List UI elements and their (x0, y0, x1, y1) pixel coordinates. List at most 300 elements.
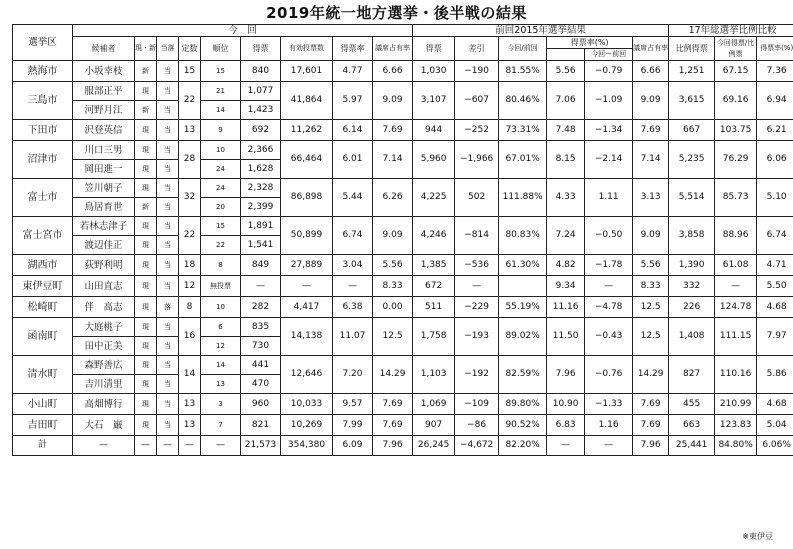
ps-cell: 7.96 (547, 356, 585, 394)
seatshare-cell: 7.69 (373, 120, 413, 141)
pss-cell: 12.5 (633, 318, 669, 356)
ps-cell: 7.06 (547, 82, 585, 120)
pd-cell: −0.76 (585, 356, 633, 394)
valid-cell: 66,464 (281, 141, 333, 179)
municipality-cell: 東伊豆町 (13, 276, 73, 297)
rv-cell: 226 (669, 297, 715, 318)
seatshare-cell: 14.29 (373, 356, 413, 394)
rs-cell: 7.97 (757, 318, 793, 356)
valid-header: 有効投票数 (281, 37, 333, 61)
votes-cell: 2,366 (241, 141, 281, 160)
result-cell: 当 (157, 318, 179, 337)
rank-cell: 24 (201, 160, 241, 179)
result-header: 当落 (157, 37, 179, 61)
seats-cell: 16 (179, 318, 201, 356)
pd-cell: −1.34 (585, 120, 633, 141)
votes-cell: 2,328 (241, 179, 281, 198)
pd-cell: −0.43 (585, 318, 633, 356)
rank-cell: 24 (201, 179, 241, 198)
total-pss-cell: 7.96 (633, 436, 669, 456)
seatshare-cell: 8.33 (373, 276, 413, 297)
seats-cell: 14 (179, 356, 201, 394)
candidate-header: 候補者 (73, 37, 135, 61)
votes-cell: 282 (241, 297, 281, 318)
votes-cell: 730 (241, 337, 281, 356)
candidate-name: 笠川朝子 (73, 179, 135, 198)
candidate-name: 大石 巌 (73, 415, 135, 436)
rs-cell: 5.50 (757, 276, 793, 297)
total-share-cell: 6.09 (333, 436, 373, 456)
rratio-header: 今回得票/比例票 (715, 37, 757, 61)
share-cell: 5.97 (333, 82, 373, 120)
votes-cell: 821 (241, 415, 281, 436)
ps-cell: 8.15 (547, 141, 585, 179)
total-pv-cell: 26,245 (413, 436, 455, 456)
rr-cell: 69.16 (715, 82, 757, 120)
pv-cell: 944 (413, 120, 455, 141)
pd-cell: −0.50 (585, 217, 633, 255)
ps-cell: 10.90 (547, 394, 585, 415)
table-row (13, 318, 793, 337)
rv-cell: 3,858 (669, 217, 715, 255)
diff-cell: −109 (455, 394, 499, 415)
seatshare-cell: 7.69 (373, 394, 413, 415)
valid-cell: 14,138 (281, 318, 333, 356)
valid-cell: 27,889 (281, 255, 333, 276)
pss-cell: 14.29 (633, 356, 669, 394)
pv-cell: 1,069 (413, 394, 455, 415)
votes-cell: 1,891 (241, 217, 281, 236)
rr-cell: — (715, 276, 757, 297)
total-row (13, 436, 793, 456)
total-c5-cell: — (201, 436, 241, 456)
pv-cell: 3,107 (413, 82, 455, 120)
rs-cell: 7.36 (757, 61, 793, 82)
pss-cell: 9.09 (633, 82, 669, 120)
municipality-cell: 熱海市 (13, 61, 73, 82)
candidate-name: 田中正美 (73, 337, 135, 356)
pseatshare-header: 議席占有率 (633, 37, 669, 61)
rank-cell: 14 (201, 356, 241, 375)
share-cell: 7.99 (333, 415, 373, 436)
result-cell: 当 (157, 255, 179, 276)
page-title: 2019年統一地方選挙・後半戦の結果 (266, 4, 527, 22)
pv-cell: 672 (413, 276, 455, 297)
votes-cell: 692 (241, 120, 281, 141)
prev-header: 前回2015年選挙結果 (413, 25, 669, 37)
results-body (13, 61, 793, 456)
pv-cell: 1,758 (413, 318, 455, 356)
rs-cell: 6.21 (757, 120, 793, 141)
rv-cell: 827 (669, 356, 715, 394)
result-cell: 当 (157, 394, 179, 415)
candidate-name: 岡田進一 (73, 160, 135, 179)
total-seatshare-cell: 7.96 (373, 436, 413, 456)
table-row (13, 61, 793, 82)
rv-cell: 3,615 (669, 82, 715, 120)
valid-cell: 12,646 (281, 356, 333, 394)
result-cell: 当 (157, 217, 179, 236)
municipality-cell: 下田市 (13, 120, 73, 141)
total-c4-cell: — (179, 436, 201, 456)
seats-cell: 13 (179, 415, 201, 436)
diff-cell: 502 (455, 179, 499, 217)
rshare-header: 得票率(%) (757, 37, 793, 61)
total-ps-cell: — (547, 436, 585, 456)
rv-cell: 332 (669, 276, 715, 297)
rank-cell: 12 (201, 337, 241, 356)
share-cell: 9.57 (333, 394, 373, 415)
ratio-cell: 111.88% (499, 179, 547, 217)
seatshare-cell: 0.00 (373, 297, 413, 318)
result-cell: 当 (157, 198, 179, 217)
rank-header: 順位 (201, 37, 241, 61)
ratio-cell: 82.59% (499, 356, 547, 394)
pss-cell: 5.56 (633, 255, 669, 276)
table-row (13, 82, 793, 101)
status-cell: 現 (135, 415, 157, 436)
result-cell: 当 (157, 236, 179, 255)
ratio-cell: 55.19% (499, 297, 547, 318)
seatshare-cell: 6.66 (373, 61, 413, 82)
ps-cell: 9.34 (547, 276, 585, 297)
results-table (12, 24, 793, 456)
rr-cell: 110.16 (715, 356, 757, 394)
pshare-prev-header (547, 49, 585, 61)
total-diff-cell: −4,672 (455, 436, 499, 456)
share-cell: 6.38 (333, 297, 373, 318)
seatshare-cell: 7.69 (373, 415, 413, 436)
pss-cell: 8.33 (633, 276, 669, 297)
status-cell: 現 (135, 297, 157, 318)
ref17-header: 17年総選挙比例比較 (669, 25, 793, 37)
total-rv-cell: 25,441 (669, 436, 715, 456)
total-c1-cell: — (73, 436, 135, 456)
diff-cell: −86 (455, 415, 499, 436)
rv-cell: 455 (669, 394, 715, 415)
candidate-name: 服部正平 (73, 82, 135, 101)
seatshare-cell: 7.14 (373, 141, 413, 179)
pv-cell: 511 (413, 297, 455, 318)
pd-cell: −0.79 (585, 61, 633, 82)
table-row (13, 297, 793, 318)
ps-cell: 7.48 (547, 120, 585, 141)
rr-cell: 88.96 (715, 217, 757, 255)
pshare-header: 得票率(%) (547, 37, 633, 49)
ratio-cell: 80.46% (499, 82, 547, 120)
votes-cell: 470 (241, 375, 281, 394)
rank-cell: 6 (201, 318, 241, 337)
status-cell: 現 (135, 375, 157, 394)
table-row (13, 356, 793, 375)
pss-cell: 7.69 (633, 120, 669, 141)
pv-cell: 4,225 (413, 179, 455, 217)
diff-cell: −814 (455, 217, 499, 255)
votes-header: 得票 (241, 37, 281, 61)
seatshare-cell: 9.09 (373, 217, 413, 255)
status-cell: 現 (135, 82, 157, 101)
ratio-cell: 89.02% (499, 318, 547, 356)
table-row (13, 217, 793, 236)
pss-cell: 9.09 (633, 217, 669, 255)
diff-cell: −193 (455, 318, 499, 356)
result-cell: 当 (157, 337, 179, 356)
seatshare-cell: 6.26 (373, 179, 413, 217)
pv-cell: 1,030 (413, 61, 455, 82)
result-cell: 当 (157, 375, 179, 394)
valid-cell: 17,601 (281, 61, 333, 82)
rank-cell: 22 (201, 236, 241, 255)
rr-cell: 67.15 (715, 61, 757, 82)
rs-cell: 5.04 (757, 415, 793, 436)
pv-cell: 1,385 (413, 255, 455, 276)
result-cell: 当 (157, 61, 179, 82)
rank-cell: 9 (201, 120, 241, 141)
status-cell: 現 (135, 394, 157, 415)
rs-cell: 6.74 (757, 217, 793, 255)
pss-cell: 7.69 (633, 415, 669, 436)
current-header: 今 回 (73, 25, 413, 37)
votes-cell: 2,399 (241, 198, 281, 217)
pd-cell: −1.78 (585, 255, 633, 276)
candidate-name: 大庭桃子 (73, 318, 135, 337)
total-c2-cell: — (135, 436, 157, 456)
status-cell: 現 (135, 217, 157, 236)
rs-cell: 6.94 (757, 82, 793, 120)
ratio-header: 今回/前回 (499, 37, 547, 61)
pd-cell: — (585, 276, 633, 297)
share-cell: 7.20 (333, 356, 373, 394)
total-votes-cell: 21,573 (241, 436, 281, 456)
result-cell: 落 (157, 297, 179, 318)
rv-cell: 1,251 (669, 61, 715, 82)
rs-cell: 5.86 (757, 356, 793, 394)
seats-cell: 13 (179, 394, 201, 415)
diff-header: 差引 (455, 37, 499, 61)
rr-cell: 103.75 (715, 120, 757, 141)
pd-cell: −1.33 (585, 394, 633, 415)
diff-cell: — (455, 276, 499, 297)
rr-cell: 85.73 (715, 179, 757, 217)
municipality-cell: 湖西市 (13, 255, 73, 276)
rank-cell: 10 (201, 141, 241, 160)
share-cell: — (333, 276, 373, 297)
share-cell: 5.44 (333, 179, 373, 217)
table-row (13, 394, 793, 415)
table-row (13, 141, 793, 160)
rank-cell: 7 (201, 415, 241, 436)
rv-cell: 667 (669, 120, 715, 141)
candidate-name: 河野月江 (73, 101, 135, 120)
rank-cell: 20 (201, 198, 241, 217)
rank-cell: 無投票 (201, 276, 241, 297)
pv-cell: 907 (413, 415, 455, 436)
rvotes-header: 比例得票 (669, 37, 715, 61)
ps-cell: 11.50 (547, 318, 585, 356)
seats-cell: 22 (179, 82, 201, 120)
rv-cell: 1,408 (669, 318, 715, 356)
footnote: ※東伊豆 (742, 532, 773, 541)
seats-cell: 15 (179, 61, 201, 82)
ps-cell: 6.83 (547, 415, 585, 436)
municipality-cell: 小山町 (13, 394, 73, 415)
status-cell: 現 (135, 318, 157, 337)
pss-cell: 3.13 (633, 179, 669, 217)
municipality-cell: 沼津市 (13, 141, 73, 179)
rv-cell: 5,514 (669, 179, 715, 217)
ratio-cell: 73.31% (499, 120, 547, 141)
status-cell: 現 (135, 120, 157, 141)
rank-cell: 21 (201, 82, 241, 101)
rs-cell: 4.71 (757, 255, 793, 276)
municipality-cell: 吉田町 (13, 415, 73, 436)
votes-cell: 1,628 (241, 160, 281, 179)
status-cell: 現 (135, 179, 157, 198)
rank-cell: 13 (201, 375, 241, 394)
votes-cell: 835 (241, 318, 281, 337)
table-row (13, 179, 793, 198)
status-cell: 現 (135, 337, 157, 356)
district-header: 選挙区 (13, 25, 73, 61)
candidate-name: 吉川清里 (73, 375, 135, 394)
diff-cell: −1,966 (455, 141, 499, 179)
votes-cell: 1,423 (241, 101, 281, 120)
table-row (13, 276, 793, 297)
rv-cell: 5,235 (669, 141, 715, 179)
candidate-name: 沢登英信 (73, 120, 135, 141)
share-cell: 3.04 (333, 255, 373, 276)
share-cell: 6.74 (333, 217, 373, 255)
table-row (13, 255, 793, 276)
result-cell: 当 (157, 415, 179, 436)
share-cell: 6.14 (333, 120, 373, 141)
candidate-name: 川口三男 (73, 141, 135, 160)
total-valid-cell: 354,380 (281, 436, 333, 456)
pv-cell: 1,103 (413, 356, 455, 394)
seatshare-cell: 5.56 (373, 255, 413, 276)
valid-cell: 41,864 (281, 82, 333, 120)
status-cell: 現 (135, 160, 157, 179)
status-header: 現・新 (135, 37, 157, 61)
rs-cell: 6.06 (757, 141, 793, 179)
pd-cell: 1.16 (585, 415, 633, 436)
pv-cell: 5,960 (413, 141, 455, 179)
candidate-name: 伴 高志 (73, 297, 135, 318)
status-cell: 現 (135, 255, 157, 276)
rr-cell: 123.83 (715, 415, 757, 436)
votes-cell: 441 (241, 356, 281, 375)
municipality-cell: 清水町 (13, 356, 73, 394)
candidate-name: 山田直志 (73, 276, 135, 297)
ps-cell: 4.33 (547, 179, 585, 217)
rv-cell: 1,390 (669, 255, 715, 276)
diff-cell: −192 (455, 356, 499, 394)
status-cell: 現 (135, 236, 157, 255)
pss-cell: 7.69 (633, 394, 669, 415)
rs-cell: 4.68 (757, 394, 793, 415)
pss-cell: 7.14 (633, 141, 669, 179)
rr-cell: 124.78 (715, 297, 757, 318)
status-cell: 現 (135, 276, 157, 297)
total-rr-cell: 84.80% (715, 436, 757, 456)
votes-cell: 960 (241, 394, 281, 415)
candidate-name: 荻野利明 (73, 255, 135, 276)
seats-cell: 18 (179, 255, 201, 276)
result-cell: 当 (157, 120, 179, 141)
status-cell: 新 (135, 198, 157, 217)
ratio-cell: 90.52% (499, 415, 547, 436)
rr-cell: 76.29 (715, 141, 757, 179)
valid-cell: 10,269 (281, 415, 333, 436)
rank-cell: 3 (201, 394, 241, 415)
votes-cell: 840 (241, 61, 281, 82)
total-label-cell: 計 (13, 436, 73, 456)
status-cell: 現 (135, 141, 157, 160)
status-cell: 現 (135, 356, 157, 375)
pd-cell: −4.78 (585, 297, 633, 318)
votes-cell: 1,541 (241, 236, 281, 255)
candidate-name: 若林志津子 (73, 217, 135, 236)
candidate-name: 渡辺佳正 (73, 236, 135, 255)
valid-cell: 50,899 (281, 217, 333, 255)
pd-cell: −1.09 (585, 82, 633, 120)
rank-cell: 14 (201, 101, 241, 120)
pd-cell: 1.11 (585, 179, 633, 217)
table-row (13, 120, 793, 141)
diff-cell: −607 (455, 82, 499, 120)
votes-cell: — (241, 276, 281, 297)
rr-cell: 210.99 (715, 394, 757, 415)
rank-cell: 10 (201, 297, 241, 318)
municipality-cell: 松崎町 (13, 297, 73, 318)
diff-cell: −190 (455, 61, 499, 82)
seatshare-cell: 9.09 (373, 82, 413, 120)
rv-cell: 663 (669, 415, 715, 436)
seats-cell: 13 (179, 120, 201, 141)
diff-cell: −536 (455, 255, 499, 276)
rs-cell: 5.10 (757, 179, 793, 217)
seats-cell: 32 (179, 179, 201, 217)
candidate-name: 鳥居育世 (73, 198, 135, 217)
ps-cell: 11.16 (547, 297, 585, 318)
pd-cell: −2.14 (585, 141, 633, 179)
ratio-cell: 89.80% (499, 394, 547, 415)
result-cell: 当 (157, 356, 179, 375)
seats-cell: 28 (179, 141, 201, 179)
result-cell: 当 (157, 276, 179, 297)
pvotes-header: 得票 (413, 37, 455, 61)
rs-cell: 4.68 (757, 297, 793, 318)
total-rs-cell: 6.06% (757, 436, 793, 456)
pv-cell: 4,246 (413, 217, 455, 255)
seats-cell: 8 (179, 297, 201, 318)
ratio-cell: 80.83% (499, 217, 547, 255)
rank-cell: 15 (201, 217, 241, 236)
ratio-cell (499, 276, 547, 297)
candidate-name: 小坂幸枝 (73, 61, 135, 82)
rank-cell: 8 (201, 255, 241, 276)
status-cell: 新 (135, 61, 157, 82)
result-cell: 当 (157, 141, 179, 160)
result-cell: 当 (157, 179, 179, 198)
total-c3-cell: — (157, 436, 179, 456)
result-cell: 当 (157, 82, 179, 101)
seatshare-header: 議席占有率 (373, 37, 413, 61)
rank-cell: 15 (201, 61, 241, 82)
valid-cell: 86,898 (281, 179, 333, 217)
pshare-diff-header: 今回ー前回 (585, 49, 633, 61)
share-cell: 11.07 (333, 318, 373, 356)
